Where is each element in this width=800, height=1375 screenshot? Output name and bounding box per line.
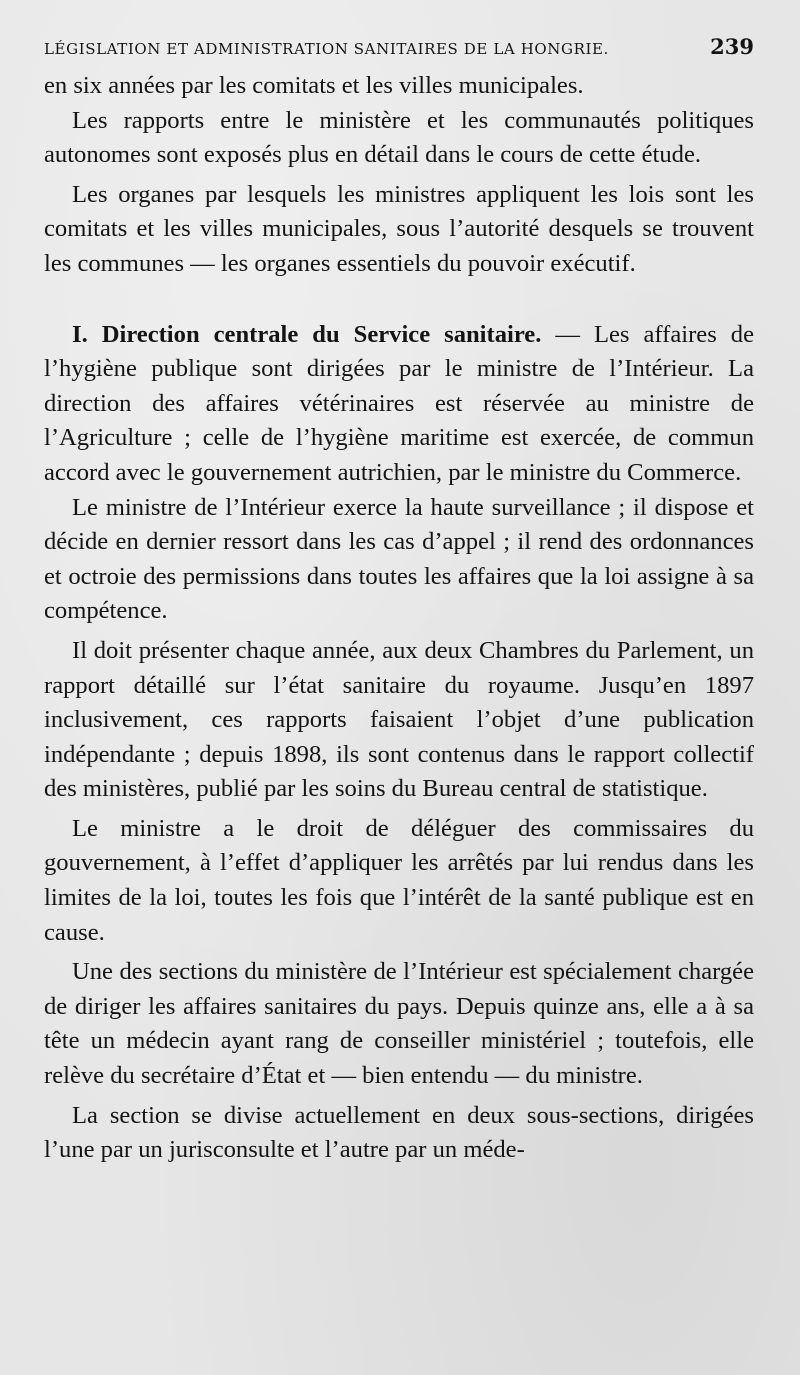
page-number: 239 [710, 34, 754, 59]
paragraph: Le ministre a le droit de déléguer des commissaires du gouvernement, à l’effet d’appliquer les arrêtés par lui rendus dans les limites de la loi, toutes les fois que l’intérêt de la santé publique est en cause. [44, 814, 754, 946]
paragraph: La section se divise actuellement en deux sous-sections, dirigées l’une par un jurisconsulte et l’autre par un méde- [44, 1101, 754, 1164]
paragraph: Les rapports entre le ministère et les communautés politiques autonomes sont exposés plus en détail dans le cours de cette étude. [44, 106, 754, 169]
paragraph: Il doit présenter chaque année, aux deux Chambres du Parlement, un rapport détaillé sur l’état sanitaire du royaume. Jusqu’en 1897 inclusivement, ces rapports faisaient l’objet d’une publication indépendante ; depuis 1898, ils sont contenus dans le rapport collectif des ministères, publié par les soins du Bureau central de statistique. [44, 636, 754, 803]
paragraph-continuation: en six années par les comitats et les villes municipales. [44, 72, 584, 99]
paragraph: Le ministre de l’Intérieur exerce la haute surveillance ; il dispose et décide en dernier ressort dans les cas d’appel ; il rend des ordonnances et octroie des permissions dans toutes les affaires que la loi assigne à sa compétence. [44, 493, 754, 625]
paragraph: Les organes par lesquels les ministres appliquent les lois sont les comitats et les villes municipales, sous l’autorité desquels se trouvent les communes — les organes essentiels du pouvoir exécutif. [44, 180, 754, 277]
section-heading: I. Direction centrale du Service sanitaire. [72, 320, 542, 348]
body-text [44, 69, 754, 1168]
section-paragraph [44, 318, 754, 491]
running-title: LÉGISLATION ET ADMINISTRATION SANITAIRES DE LA HONGRIE. [44, 40, 609, 58]
section-paragraph-text: — Les affaires de l’hygiène publique sont dirigées par le ministre de l’Intérieur. La direction des affaires vétérinaires est réservée au ministre de l’Agriculture ; celle de l’hygiène maritime est exercée, de commun accord avec le gouvernement autrichien, par le ministre du Commerce. [44, 320, 754, 486]
paragraph: Une des sections du ministère de l’Intérieur est spécialement chargée de diriger les affaires sanitaires du pays. Depuis quinze ans, elle a à sa tête un médecin ayant rang de conseiller ministériel ; toutefois, elle relève du secrétaire d’État et — bien entendu — du ministre. [44, 958, 754, 1090]
running-header [44, 34, 754, 59]
